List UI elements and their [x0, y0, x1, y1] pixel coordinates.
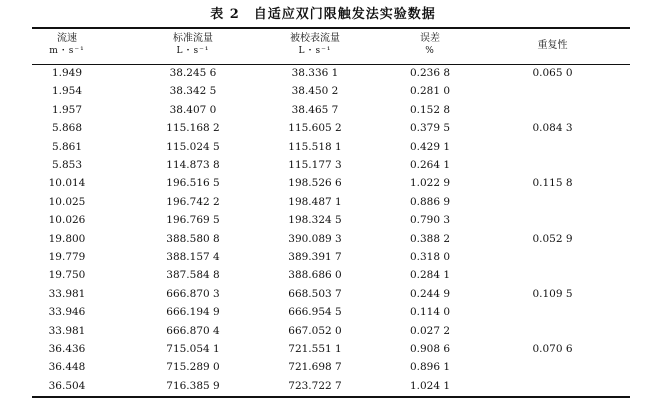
header-meter-flow	[265, 32, 365, 58]
cell-repeatability	[505, 377, 600, 396]
cell-error: 0.429 1	[409, 140, 451, 153]
cell-meter-flow: 115.605 2	[288, 122, 342, 135]
header-unit: L・s⁻¹	[176, 46, 210, 56]
cell-flow-speed: 19.779	[48, 251, 86, 263]
table-bottom-rule	[32, 396, 630, 398]
cell-flow-speed: 36.448	[48, 361, 86, 374]
header-label: 流速	[57, 33, 77, 44]
cell-repeatability: 0.115 8	[532, 177, 573, 190]
header-standard-flow	[138, 32, 248, 58]
header-flow-speed	[32, 32, 102, 58]
cell-standard-flow: 666.870 4	[166, 324, 220, 337]
cell-repeatability	[505, 82, 600, 101]
cell-error: 0.244 9	[409, 287, 451, 300]
header-label: 重复性	[537, 40, 568, 51]
cell-meter-flow: 666.954 5	[288, 306, 342, 319]
cell-repeatability	[505, 303, 600, 322]
cell-error: 0.379 5	[409, 122, 451, 135]
cell-flow-speed: 5.853	[51, 159, 83, 171]
header-label: 误差	[420, 33, 440, 44]
cell-meter-flow: 198.526 6	[288, 177, 342, 190]
cell-standard-flow: 388.580 8	[166, 232, 220, 245]
cell-standard-flow: 38.407 0	[169, 103, 217, 116]
cell-flow-speed: 36.436	[48, 343, 86, 355]
cell-error: 0.886 9	[409, 195, 451, 208]
cell-error: 0.114 0	[409, 306, 451, 319]
cell-meter-flow: 667.052 0	[288, 324, 342, 337]
cell-meter-flow: 721.698 7	[288, 361, 342, 374]
cell-standard-flow: 196.516 5	[166, 177, 220, 190]
cell-repeatability	[505, 322, 600, 341]
cell-standard-flow: 715.054 1	[166, 343, 220, 355]
header-unit: L・s⁻¹	[298, 46, 332, 56]
header-error	[390, 32, 470, 58]
cell-standard-flow: 715.289 0	[166, 361, 220, 374]
cell-flow-speed: 1.949	[51, 67, 83, 79]
cell-flow-speed: 5.861	[51, 140, 83, 153]
cell-error: 0.027 2	[409, 324, 451, 337]
cell-flow-speed: 19.750	[48, 269, 86, 282]
cell-standard-flow: 196.742 2	[166, 195, 220, 208]
cell-flow-speed: 10.026	[48, 214, 86, 227]
cell-meter-flow: 115.518 1	[288, 140, 342, 153]
cell-flow-speed: 1.957	[51, 103, 83, 116]
cell-meter-flow: 389.391 7	[288, 251, 342, 263]
cell-repeatability	[505, 156, 600, 175]
cell-repeatability	[505, 193, 600, 212]
cell-flow-speed: 33.946	[48, 306, 86, 319]
cell-repeatability: 0.065 0	[532, 67, 573, 79]
cell-meter-flow: 38.450 2	[291, 85, 339, 98]
cell-flow-speed: 36.504	[48, 379, 86, 392]
cell-standard-flow: 38.342 5	[169, 85, 217, 98]
cell-standard-flow: 196.769 5	[166, 214, 220, 227]
header-unit: %	[425, 46, 435, 56]
cell-standard-flow: 115.024 5	[166, 140, 220, 153]
cell-meter-flow: 723.722 7	[288, 379, 342, 392]
header-label: 被校表流量	[290, 33, 340, 44]
cell-repeatability: 0.070 6	[532, 343, 573, 355]
cell-error: 0.790 3	[409, 214, 451, 227]
cell-repeatability: 0.109 5	[532, 287, 573, 300]
cell-error: 0.152 8	[409, 103, 451, 116]
cell-repeatability	[505, 266, 600, 285]
cell-repeatability	[505, 101, 600, 120]
cell-standard-flow: 716.385 9	[166, 379, 220, 392]
cell-repeatability: 0.084 3	[532, 122, 573, 135]
cell-meter-flow: 388.686 0	[288, 269, 342, 282]
cell-error: 0.896 1	[409, 361, 451, 374]
cell-repeatability	[505, 138, 600, 157]
cell-error: 0.264 1	[409, 159, 451, 171]
cell-meter-flow: 668.503 7	[288, 287, 342, 300]
cell-flow-speed: 10.014	[48, 177, 86, 190]
cell-flow-speed: 10.025	[48, 195, 86, 208]
cell-standard-flow: 38.245 6	[169, 67, 217, 79]
cell-standard-flow: 387.584 8	[166, 269, 220, 282]
cell-standard-flow: 388.157 4	[166, 251, 220, 263]
cell-meter-flow: 38.465 7	[291, 103, 339, 116]
table-top-rule	[32, 27, 630, 29]
table-caption: 表 2 自适应双门限触发法实验数据	[210, 7, 436, 22]
cell-flow-speed: 19.800	[48, 232, 86, 245]
cell-repeatability	[505, 211, 600, 230]
cell-flow-speed: 33.981	[48, 324, 86, 337]
cell-standard-flow: 666.194 9	[166, 306, 220, 319]
cell-meter-flow: 721.551 1	[288, 343, 342, 355]
cell-meter-flow: 198.487 1	[288, 195, 342, 208]
cell-flow-speed: 5.868	[51, 122, 83, 135]
cell-error: 0.908 6	[409, 343, 451, 355]
cell-flow-speed: 1.954	[51, 85, 83, 98]
cell-error: 0.281 0	[409, 85, 451, 98]
cell-error: 0.318 0	[409, 251, 451, 263]
header-unit: m・s⁻¹	[49, 46, 85, 56]
cell-meter-flow: 115.177 3	[288, 159, 342, 171]
cell-error: 0.388 2	[409, 232, 451, 245]
cell-standard-flow: 115.168 2	[166, 122, 220, 135]
header-repeatability	[505, 39, 600, 52]
cell-standard-flow: 114.873 8	[166, 159, 220, 171]
cell-standard-flow: 666.870 3	[166, 287, 220, 300]
cell-repeatability: 0.052 9	[532, 232, 573, 245]
cell-flow-speed: 33.981	[48, 287, 86, 300]
cell-error: 0.236 8	[409, 67, 451, 79]
cell-meter-flow: 198.324 5	[288, 214, 342, 227]
cell-repeatability	[505, 248, 600, 267]
cell-meter-flow: 38.336 1	[291, 67, 339, 79]
cell-error: 1.022 9	[409, 177, 451, 190]
cell-error: 1.024 1	[409, 379, 451, 392]
header-label: 标准流量	[173, 33, 213, 44]
cell-error: 0.284 1	[409, 269, 451, 282]
cell-repeatability	[505, 358, 600, 377]
cell-meter-flow: 390.089 3	[288, 232, 342, 245]
